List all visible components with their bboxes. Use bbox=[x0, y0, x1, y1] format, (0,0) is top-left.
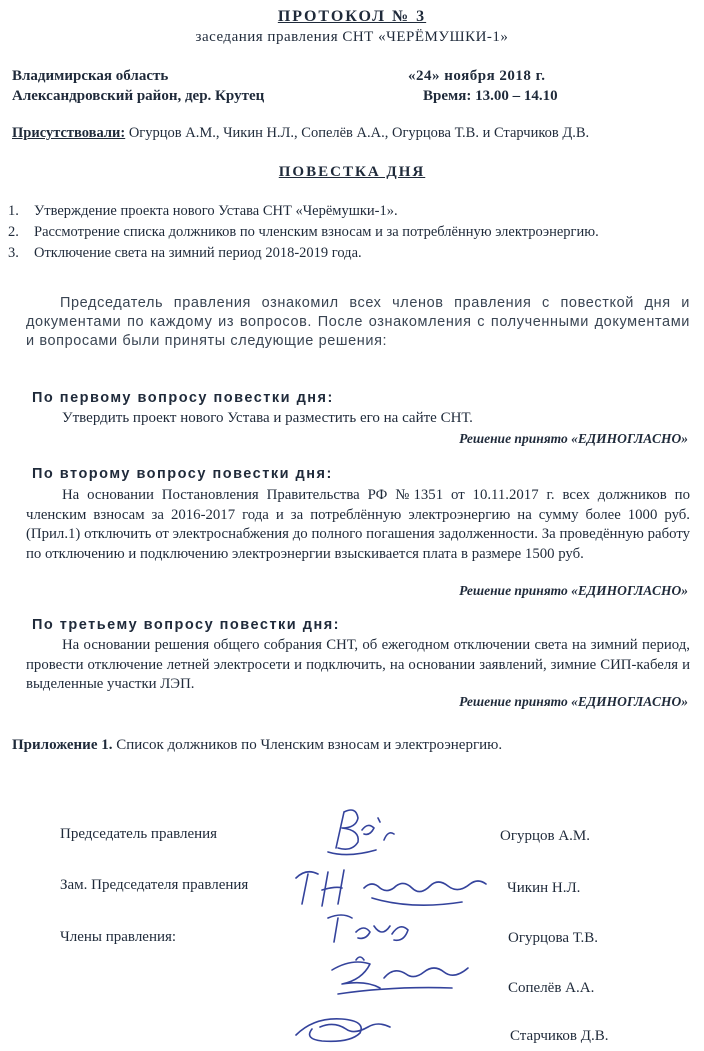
agenda-list bbox=[8, 201, 599, 264]
location-district: Александровский район, дер. Крутец bbox=[12, 88, 265, 104]
question-2-decision: Решение принято «ЕДИНОГЛАСНО» bbox=[459, 583, 688, 598]
member-name: Сопелёв А.А. bbox=[508, 980, 595, 996]
chair-role: Председатель правления bbox=[60, 826, 218, 842]
location-region: Владимирская область bbox=[12, 68, 169, 84]
present-line bbox=[12, 125, 589, 142]
chair-name: Огурцов А.М. bbox=[500, 828, 591, 844]
member-signature bbox=[322, 950, 482, 1005]
vice-chair-name: Чикин Н.Л. bbox=[507, 880, 581, 896]
agenda-item-text: Отключение света на зимний период 2018-2019 года. bbox=[34, 245, 362, 261]
member-name: Огурцова Т.В. bbox=[508, 930, 598, 946]
agenda-item-text: Утверждение проекта нового Устава СНТ «Черёмушки-1». bbox=[34, 203, 398, 219]
agenda-item-text: Рассмотрение списка должников по членским взносам и за потреблённую электроэнергию. bbox=[34, 224, 599, 240]
agenda-item-number: 3. bbox=[8, 245, 19, 261]
appendix-label: Приложение 1. bbox=[12, 737, 113, 753]
appendix-line bbox=[12, 737, 502, 754]
present-label: Присутствовали: bbox=[12, 125, 126, 141]
question-3-decision: Решение принято «ЕДИНОГЛАСНО» bbox=[459, 694, 688, 709]
document-subtitle: заседания правления СНТ «ЧЕРЁМУШКИ-1» bbox=[195, 29, 509, 45]
agenda-item-number: 2. bbox=[8, 224, 19, 240]
document-title: ПРОТОКОЛ № 3 bbox=[277, 8, 427, 25]
question-2-heading: По второму вопросу повестки дня: bbox=[32, 466, 333, 482]
agenda-item-number: 1. bbox=[8, 203, 19, 219]
question-1-decision: Решение принято «ЕДИНОГЛАСНО» bbox=[459, 431, 688, 446]
member-name: Старчиков Д.В. bbox=[510, 1028, 609, 1044]
members-role: Члены правления: bbox=[60, 929, 177, 945]
vice-chair-role: Зам. Председателя правления bbox=[60, 877, 249, 893]
question-3-text: На основании решения общего собрания СНТ, об ежегодном отключении света на зимний период, провести отключение летней электросети и подключить, на основании заявлений, зимние СИП-кабеля и выделенные участки ЛЭП. bbox=[26, 637, 690, 692]
agenda-item bbox=[8, 243, 599, 264]
question-2-text: На основании Постановления Правительства РФ №1351 от 10.11.2017 г. всех должников по членским взносам за 2016-2017 года и за потреблённую электроэнергию на сумму более 1000 руб. (Прил.1) отключить от электроснабжения до полного погашения задолженности. За проведённую работу по отключению и подключению электроэнергии взыскивается плата в размере 1500 руб. bbox=[26, 487, 690, 562]
appendix-text: Список должников по Членским взносам и электроэнергию. bbox=[112, 737, 503, 753]
meeting-date: «24» ноября 2018 г. bbox=[408, 68, 546, 84]
agenda-title: ПОВЕСТКА ДНЯ bbox=[278, 164, 426, 180]
present-names: Огурцов А.М., Чикин Н.Л., Сопелёв А.А., Огурцова Т.В. и Старчиков Д.В. bbox=[125, 125, 590, 141]
meeting-time: Время: 13.00 – 14.10 bbox=[423, 88, 558, 104]
member-signature bbox=[290, 1005, 400, 1050]
member-signature bbox=[322, 908, 422, 953]
question-1-heading: По первому вопросу повестки дня: bbox=[32, 390, 334, 406]
chair-signature bbox=[318, 800, 418, 860]
question-1-text: Утвердить проект нового Устава и разместить его на сайте СНТ. bbox=[62, 410, 473, 426]
intro-paragraph: Председатель правления ознакомил всех членов правления с повесткой дня и документами по каждому из вопросов. После ознакомления с полученными документами и вопросами были приняты следующие решения: bbox=[26, 295, 690, 349]
agenda-item bbox=[8, 222, 599, 243]
question-3-heading: По третьему вопросу повестки дня: bbox=[32, 617, 341, 633]
agenda-item bbox=[8, 201, 599, 222]
